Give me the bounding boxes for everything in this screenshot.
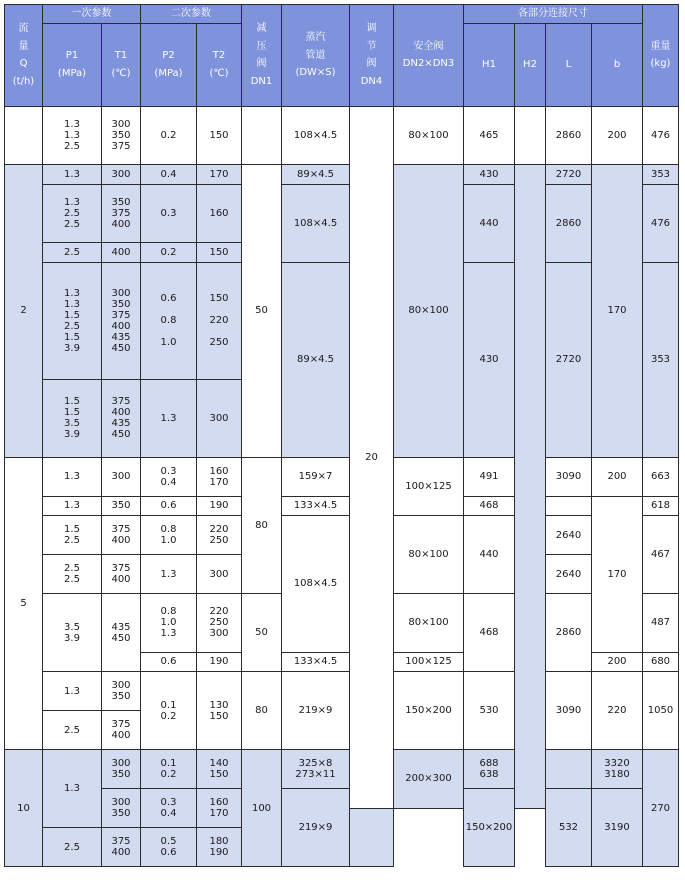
p2-cell: 0.8 1.0	[141, 516, 197, 555]
steam-pipe-cell: 108×4.5	[282, 184, 350, 262]
h1-cell: 440	[464, 184, 515, 262]
p2-cell: 0.6	[141, 496, 197, 516]
b-cell: 170	[592, 165, 643, 458]
table-body	[5, 106, 679, 867]
table-row	[5, 457, 679, 477]
safety-valve-cell: 688 638	[464, 750, 515, 789]
t2-cell: 140 150	[197, 750, 242, 789]
steam-pipe-cell: 108×4.5	[282, 516, 350, 653]
t1-cell: 300	[102, 457, 141, 496]
t1-cell: 400	[102, 243, 141, 263]
p1-cell: 1.3	[43, 496, 102, 516]
l-cell: 2640	[546, 555, 592, 594]
p1-cell: 2.5	[43, 711, 102, 750]
weight-cell: 353	[643, 262, 679, 457]
h1-cell: 491	[464, 457, 515, 496]
l-cell: 3320 3180	[592, 750, 643, 789]
t1-cell: 350	[102, 496, 141, 516]
table-row	[5, 262, 679, 282]
steam-pipe-cell: 133×4.5	[282, 652, 350, 672]
p2-cell: 1.3	[141, 379, 197, 457]
reducing-valve-cell	[242, 106, 282, 165]
l-cell: 2640	[546, 516, 592, 555]
weight-cell: 487	[643, 594, 679, 653]
l-cell: 2860	[546, 184, 592, 262]
p1-cell: 1.3	[43, 165, 102, 185]
steam-pipe-cell: 325×8 273×11	[282, 750, 350, 789]
weight-cell: 663	[643, 457, 679, 496]
t1-cell: 300 350 375 400 435 450	[102, 262, 141, 379]
p1-cell: 1.5 2.5	[43, 516, 102, 555]
t2-cell: 160 170	[197, 789, 242, 828]
l-cell	[546, 496, 592, 516]
h1-cell: 530	[464, 672, 515, 750]
steam-pipe-cell: 133×4.5	[282, 496, 350, 516]
t2-cell: 160 170	[197, 457, 242, 496]
t2-cell: 190	[197, 496, 242, 516]
table-row	[5, 496, 679, 516]
p2-cell: 0.4	[141, 165, 197, 185]
p1-cell: 1.5 1.5 3.5 3.9	[43, 379, 102, 457]
l-cell: 3190	[592, 789, 643, 867]
h1-cell: 468	[464, 496, 515, 516]
table-header	[5, 5, 679, 107]
flow-cell: 10	[5, 750, 43, 867]
l-cell: 2720	[546, 262, 592, 457]
header-weight: 重量 (kg)	[643, 5, 679, 107]
t2-cell: 190	[197, 652, 242, 672]
p2-cell: 0.3 0.4	[141, 789, 197, 828]
t1-cell: 375 400	[102, 516, 141, 555]
steam-pipe-cell: 89×4.5	[282, 165, 350, 185]
p1-cell: 1.3	[43, 672, 102, 711]
p2-cell: 0.2	[141, 106, 197, 165]
reducing-valve-cell: 100	[242, 750, 282, 867]
header-p2: P2 (MPa)	[141, 23, 197, 106]
header-reducing-valve: 减 压 阀 DN1	[242, 5, 282, 107]
t1-cell: 300 350	[102, 789, 141, 828]
safety-valve-cell: 80×100	[394, 516, 464, 594]
t2-cell: 300	[197, 555, 242, 594]
parameter-table	[4, 4, 679, 867]
reducing-valve-cell: 50	[242, 165, 282, 458]
header-flow: 流 量 Q (t/h)	[5, 5, 43, 107]
p1-cell: 2.5	[43, 243, 102, 263]
t2-cell: 150 220 250	[197, 262, 242, 379]
p2-cell: 0.6	[141, 652, 197, 672]
p2-cell: 0.3	[141, 184, 197, 243]
safety-valve-cell: 80×100	[394, 165, 464, 458]
header-l: L	[546, 23, 592, 106]
t1-cell: 375 400	[102, 711, 141, 750]
header-t1: T1 (℃)	[102, 23, 141, 106]
h1-cell	[546, 750, 592, 789]
weight-cell: 680	[643, 652, 679, 672]
control-valve-cell: 20	[350, 106, 394, 808]
l-cell: 2860	[546, 106, 592, 165]
steam-pipe-cell: 219×9	[282, 672, 350, 750]
weight-cell: 467	[643, 516, 679, 594]
p2-cell: 0.2	[141, 243, 197, 263]
t1-cell: 350 375 400	[102, 184, 141, 243]
header-dimensions: 各部分连接尺寸	[464, 5, 643, 24]
p1-cell: 1.3	[43, 457, 102, 496]
weight-cell: 1050	[643, 672, 679, 750]
t1-cell: 300	[102, 165, 141, 185]
t1-cell: 300 350	[102, 750, 141, 789]
p1-cell: 1.3	[43, 750, 102, 828]
b-cell: 200	[592, 457, 643, 496]
control-valve-cell: 200×300	[394, 750, 464, 809]
h2-cell	[515, 165, 546, 809]
l-cell: 2720	[546, 165, 592, 185]
header-h1: H1	[464, 23, 515, 106]
flow-cell	[5, 106, 43, 165]
header-b: b	[592, 23, 643, 106]
safety-valve-cell: 100×125	[394, 457, 464, 516]
header-p1: P1 (MPa)	[43, 23, 102, 106]
t2-cell: 180 190	[197, 828, 242, 867]
flow-cell: 5	[5, 457, 43, 750]
p1-cell: 1.3 2.5 2.5	[43, 184, 102, 243]
p1-cell: 3.5 3.9	[43, 594, 102, 672]
t2-cell: 220 250	[197, 516, 242, 555]
t2-cell: 220 250 300	[197, 594, 242, 653]
p1-cell: 2.5 2.5	[43, 555, 102, 594]
p1-cell: 1.3 1.3 1.5 2.5 1.5 3.9	[43, 262, 102, 379]
header-safety-valve: 安全阀 DN2×DN3	[394, 5, 464, 107]
t1-cell: 375 400	[102, 828, 141, 867]
t1-cell: 300 350 375	[102, 106, 141, 165]
p1-cell: 1.3 1.3 2.5	[43, 106, 102, 165]
b-cell: 200	[592, 652, 643, 672]
t2-cell: 160	[197, 184, 242, 243]
l-cell: 3090	[546, 672, 592, 750]
weight-cell: 476	[643, 184, 679, 262]
header-steam-pipe: 蒸汽 管道 (DW×S)	[282, 5, 350, 107]
header-primary-params: 一次参数	[43, 5, 141, 24]
h1-cell: 430	[464, 262, 515, 457]
t2-cell: 150	[197, 106, 242, 165]
steam-pipe-cell: 108×4.5	[282, 106, 350, 165]
h2-cell	[350, 808, 394, 867]
table-row	[5, 184, 679, 204]
table-row	[5, 165, 679, 185]
header-h2: H2	[515, 23, 546, 106]
h2-cell	[515, 106, 546, 165]
weight-cell: 353	[643, 165, 679, 185]
p1-cell: 2.5	[43, 828, 102, 867]
h1-cell: 430	[464, 165, 515, 185]
t1-cell: 375 400	[102, 555, 141, 594]
b-cell: 270	[643, 750, 679, 867]
p2-cell: 0.8 1.0 1.3	[141, 594, 197, 653]
p2-cell: 0.3 0.4	[141, 457, 197, 496]
table-row	[5, 789, 679, 809]
h1-cell: 440	[464, 516, 515, 594]
flow-cell: 2	[5, 165, 43, 458]
steam-pipe-cell: 219×9	[282, 789, 350, 867]
header-control-valve: 调 节 阀 DN4	[350, 5, 394, 107]
safety-valve-cell: 150×200	[464, 789, 515, 867]
reducing-valve-cell: 80	[242, 457, 282, 594]
p2-cell: 0.1 0.2	[141, 750, 197, 789]
steam-pipe-cell: 89×4.5	[282, 262, 350, 457]
header-t2: T2 (℃)	[197, 23, 242, 106]
table-row	[5, 106, 679, 126]
steam-pipe-cell: 159×7	[282, 457, 350, 496]
p2-cell: 0.1 0.2	[141, 672, 197, 750]
t1-cell: 300 350	[102, 672, 141, 711]
t2-cell: 130 150	[197, 672, 242, 750]
p2-cell: 1.3	[141, 555, 197, 594]
table-row	[5, 750, 679, 770]
table-row	[5, 672, 679, 692]
weight-cell: 618	[643, 496, 679, 516]
h1-cell: 532	[546, 789, 592, 867]
weight-cell: 476	[643, 106, 679, 165]
b-cell: 200	[592, 106, 643, 165]
t2-cell: 170	[197, 165, 242, 185]
safety-valve-cell: 80×100	[394, 106, 464, 165]
h1-cell: 468	[464, 594, 515, 672]
t1-cell: 435 450	[102, 594, 141, 672]
table-row	[5, 516, 679, 536]
l-cell: 3090	[546, 457, 592, 496]
safety-valve-cell: 150×200	[394, 672, 464, 750]
reducing-valve-cell: 50	[242, 594, 282, 672]
b-cell: 170	[592, 496, 643, 652]
b-cell: 220	[592, 672, 643, 750]
h1-cell: 465	[464, 106, 515, 165]
safety-valve-cell: 100×125	[394, 652, 464, 672]
reducing-valve-cell: 80	[242, 672, 282, 750]
t2-cell: 150	[197, 243, 242, 263]
l-cell: 2860	[546, 594, 592, 672]
header-secondary-params: 二次参数	[141, 5, 242, 24]
safety-valve-cell: 80×100	[394, 594, 464, 653]
p2-cell: 0.5 0.6	[141, 828, 197, 867]
t1-cell: 375 400 435 450	[102, 379, 141, 457]
t2-cell: 300	[197, 379, 242, 457]
p2-cell: 0.6 0.8 1.0	[141, 262, 197, 379]
